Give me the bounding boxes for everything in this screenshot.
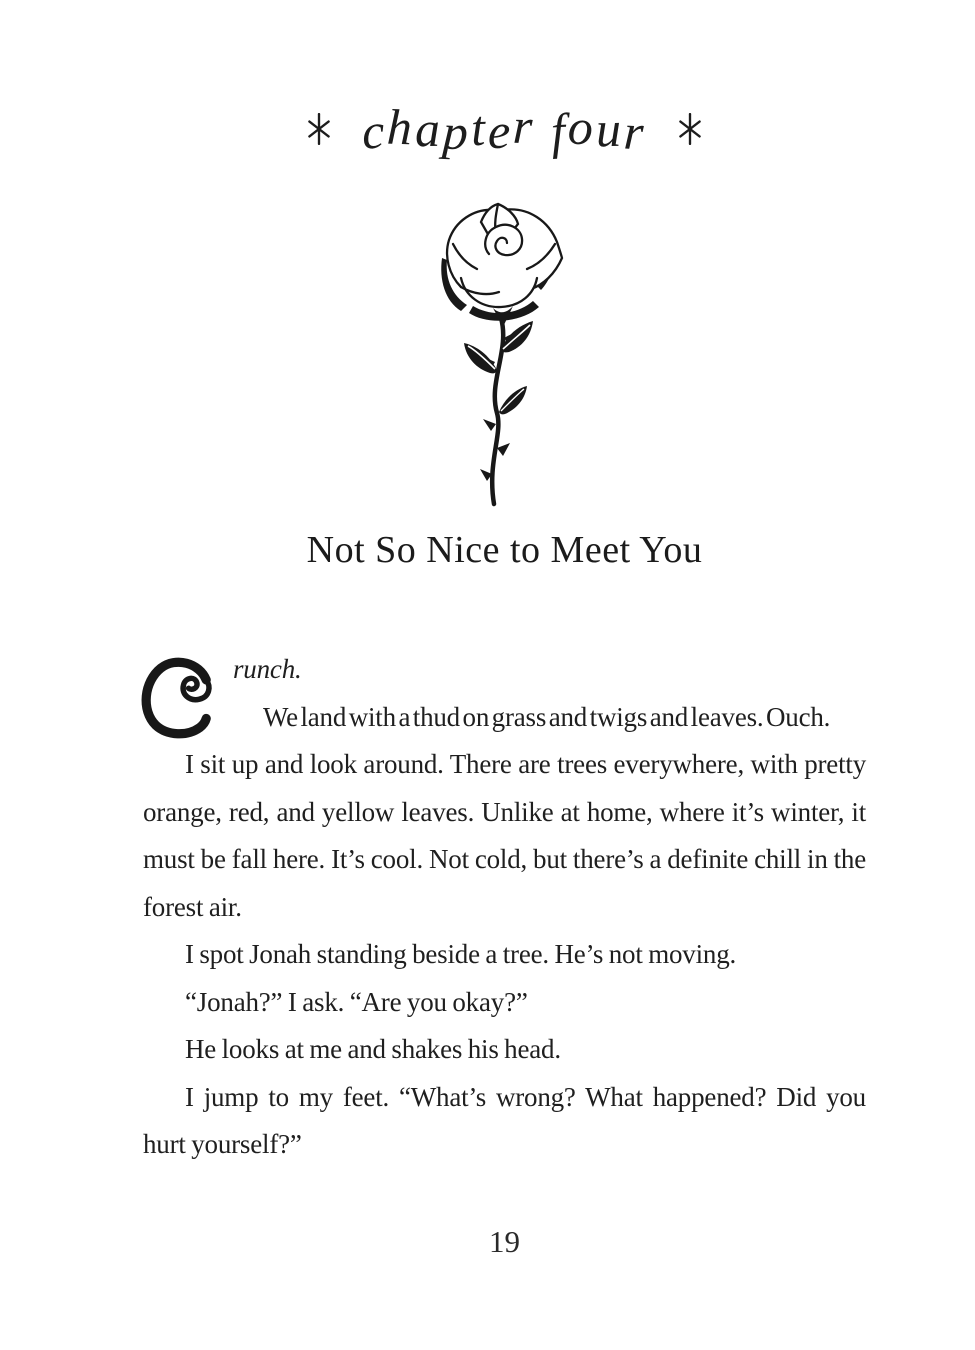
paragraph: He looks at me and shakes his head. xyxy=(185,1034,561,1064)
paragraph: I sit up and look around. There are trees everywhere, with pretty orange, red, and yellow leaves. Unlike at home, where it’s winter, it must be fall here. It’s cool. Not cold, but there’s a definite chill in the forest air. xyxy=(143,749,866,922)
sparkle-icon xyxy=(306,113,332,145)
paragraph-dropcap xyxy=(143,646,866,694)
sparkle-icon xyxy=(677,113,703,145)
drop-cap-letter xyxy=(139,650,223,740)
paragraph: We land with a thud on grass and twigs and leaves. Ouch. xyxy=(263,701,831,732)
rose-illustration xyxy=(437,200,567,510)
chapter-heading xyxy=(143,97,866,161)
page-number: 19 xyxy=(489,1224,520,1259)
paragraph: I jump to my feet. “What’s wrong? What happened? Did you hurt yourself?” xyxy=(143,1081,866,1159)
chapter-title: Not So Nice to Meet You xyxy=(306,529,703,571)
paragraph: “Jonah?” I ask. “Are you okay?” xyxy=(185,986,528,1017)
opening-word: runch. xyxy=(233,654,302,684)
chapter-heading-text: chapter four xyxy=(360,97,649,161)
body-text xyxy=(143,646,866,1169)
rose-bloom xyxy=(441,202,562,327)
paragraph: I spot Jonah standing beside a tree. He’s not moving. xyxy=(185,939,737,969)
